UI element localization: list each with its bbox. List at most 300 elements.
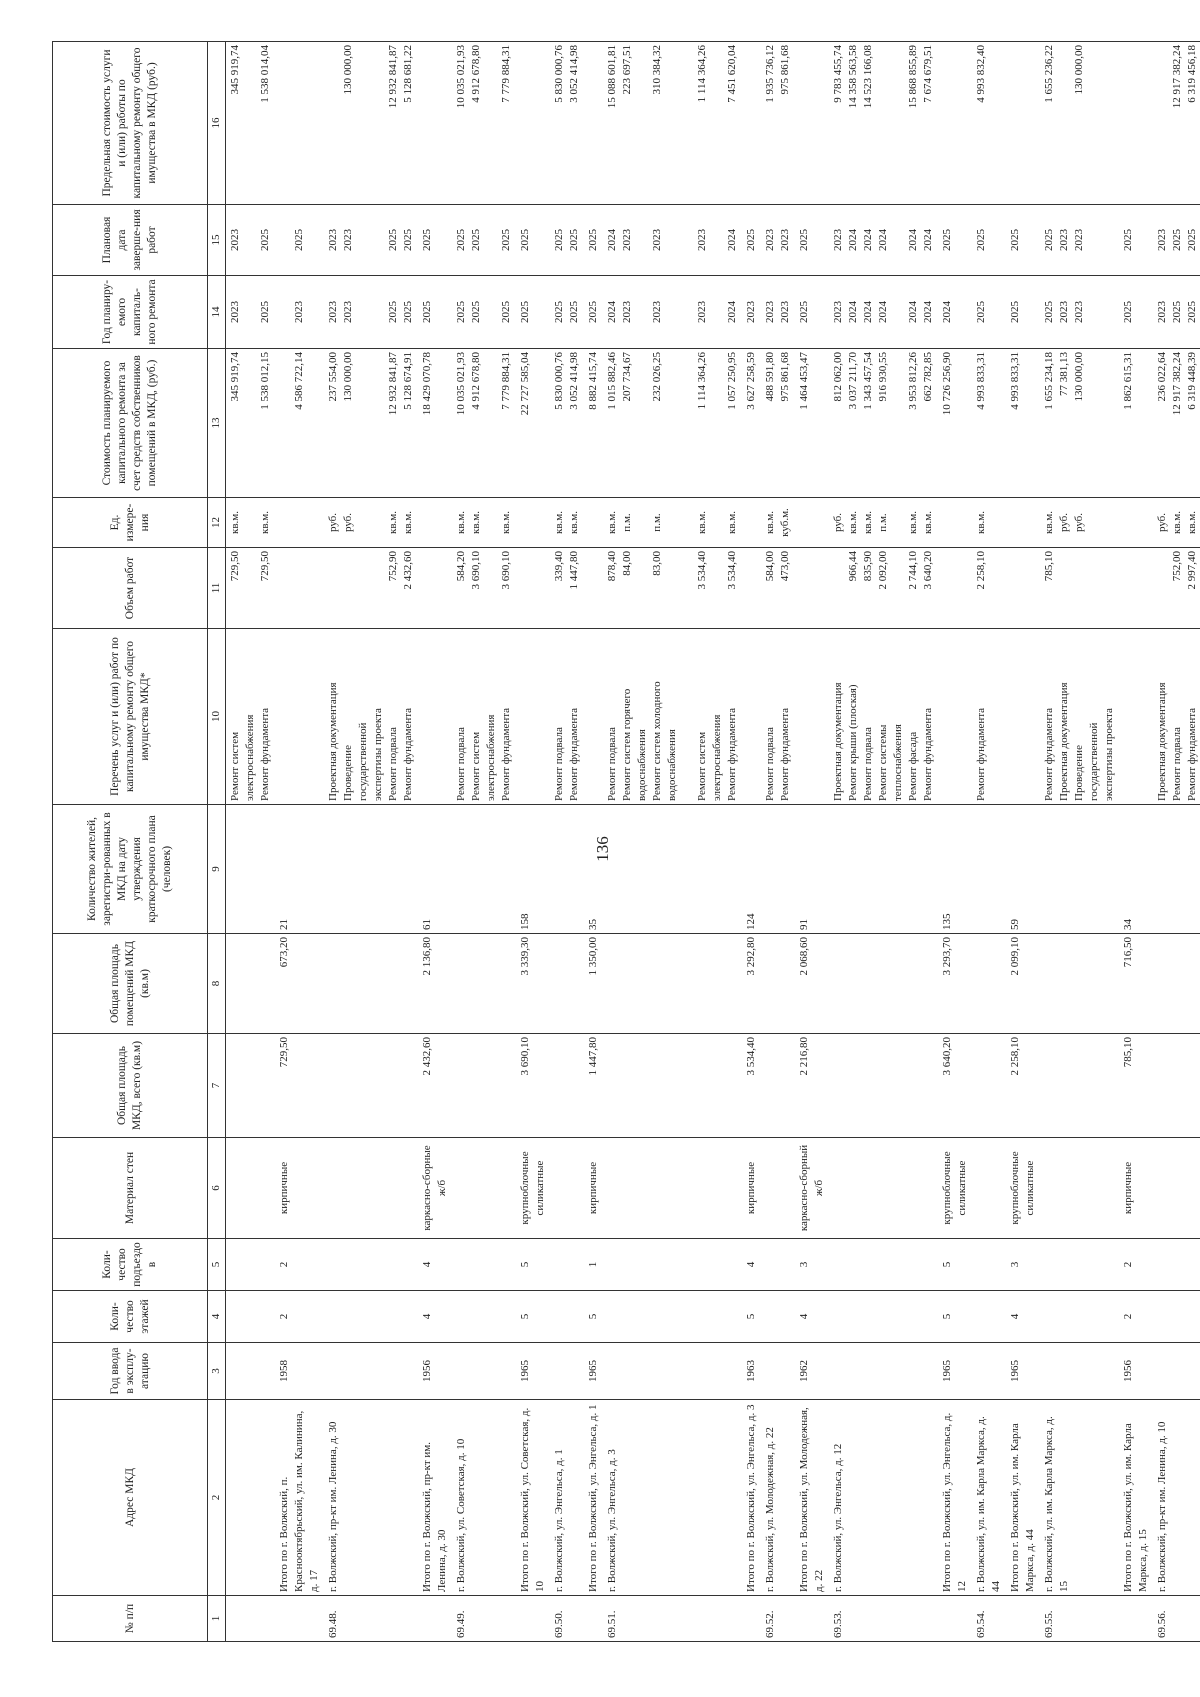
volume-cell (516, 548, 550, 629)
cost-cell-line: 1 057 250,95 (726, 352, 738, 410)
table-row (1153, 42, 1200, 1642)
repair-year-cell-line: 2025 (587, 301, 599, 323)
repair-year-cell-line (710, 279, 725, 345)
works-cell-line: экспертизы проекта (372, 708, 384, 801)
premises-area-cell (550, 934, 584, 1034)
address-cell: г. Волжский, ул. им. Карла Маркса, д. 44 (972, 1400, 1006, 1596)
repair-year-cell (603, 276, 742, 349)
volume-cell-line: 584,20 (455, 551, 467, 582)
limit-cost-cell-line: 12 917 382,24 (1171, 45, 1183, 109)
end-date-cell-line: 2025 (1043, 229, 1055, 251)
limit-cost-cell-line (1102, 45, 1117, 201)
total-row (584, 42, 603, 1642)
volume-cell-line: 2 432,60 (402, 551, 414, 590)
repair-year-cell-line: 2025 (975, 301, 987, 323)
total-area-cell (972, 1034, 1006, 1138)
floors-cell (550, 1291, 584, 1343)
repair-year-cell-line: 2025 (1186, 301, 1198, 323)
total-area-cell: 2 432,60 (418, 1034, 452, 1138)
entrances-cell (829, 1239, 938, 1291)
volume-cell (324, 548, 418, 629)
end-date-cell (761, 205, 795, 276)
cost-cell-line: 1 862 615,31 (1122, 352, 1134, 410)
unit-cell (324, 498, 418, 548)
end-date-cell-line (484, 208, 499, 272)
limit-cost-cell-line: 5 830 000,76 (553, 45, 565, 103)
wall-material-cell (1153, 1138, 1200, 1239)
cost-cell-line: 4 586 722,14 (293, 352, 305, 410)
unit-cell-line: кв.м. (726, 511, 738, 534)
limit-cost-cell (452, 42, 516, 205)
limit-cost-cell (550, 42, 584, 205)
entrances-cell: 4 (742, 1239, 761, 1291)
header-number-2: 2 (208, 1400, 226, 1596)
premises-area-cell (972, 934, 1006, 1034)
header-number-8: 8 (208, 934, 226, 1034)
limit-cost-cell-line: 1 655 236,22 (1043, 45, 1055, 103)
repair-year-cell-line: 2023 (1156, 301, 1168, 323)
volume-cell-line: 752,00 (1171, 551, 1183, 582)
end-date-cell-line: 2024 (907, 229, 919, 251)
limit-cost-cell (584, 42, 603, 205)
repair-year-cell (795, 276, 829, 349)
works-cell (603, 629, 742, 805)
repair-year-cell-line: 2025 (1122, 301, 1134, 323)
end-date-cell-line: 2023 (1156, 229, 1168, 251)
works-cell-line: Проектная документация (327, 682, 339, 801)
unit-cell (584, 498, 603, 548)
end-date-cell-line: 2024 (847, 229, 859, 251)
end-date-cell (550, 205, 584, 276)
address-cell: г. Волжский, пр-кт им. Ленина, д. 10 (1153, 1400, 1200, 1596)
address-cell: г. Волжский, пр-кт им. Ленина, д. 30 (324, 1400, 418, 1596)
repair-year-cell-line: 2024 (862, 301, 874, 323)
wall-material-cell (829, 1138, 938, 1239)
volume-cell-line: 878,40 (606, 551, 618, 582)
repair-year-cell-line: 2025 (470, 301, 482, 323)
works-cell (761, 629, 795, 805)
volume-cell-line (635, 551, 650, 625)
unit-cell-line: кв.м. (1043, 511, 1055, 534)
works-cell-line: Проведение (342, 745, 354, 801)
floors-cell (761, 1291, 795, 1343)
address-cell: г. Волжский, ул. Советская, д. 10 (452, 1400, 516, 1596)
cost-cell-line (277, 352, 292, 494)
limit-cost-cell-line: 4 993 832,40 (975, 45, 987, 103)
floors-cell (603, 1291, 742, 1343)
end-date-cell-line: 2025 (1186, 229, 1198, 251)
repair-year-cell (516, 276, 550, 349)
premises-area-cell (761, 934, 795, 1034)
total-area-cell: 2 258,10 (1006, 1034, 1040, 1138)
repair-year-cell-line: 2023 (229, 301, 241, 323)
unit-cell-line (1087, 501, 1102, 544)
premises-area-cell (1153, 934, 1200, 1034)
address-cell: Итого по г. Волжский, ул. Молодежная, д. 22 (795, 1400, 829, 1596)
residents-cell (226, 805, 276, 934)
cost-cell-line: 237 554,00 (327, 352, 339, 402)
volume-cell-line (665, 551, 680, 625)
year-built-cell (829, 1343, 938, 1400)
unit-cell (829, 498, 938, 548)
volume-cell-line (1087, 551, 1102, 625)
unit-cell (795, 498, 829, 548)
repair-year-cell-line: 2023 (342, 301, 354, 323)
address-cell: Итого по г. Волжский, ул. Советская, д. 10 (516, 1400, 550, 1596)
volume-cell-line (1155, 551, 1170, 625)
cost-cell-line (635, 352, 650, 494)
limit-cost-cell (1153, 42, 1200, 205)
repair-year-cell (742, 276, 761, 349)
table-row (829, 42, 938, 1642)
cost-cell-line (484, 352, 499, 494)
header-number-16: 16 (208, 42, 226, 205)
volume-cell (761, 548, 795, 629)
residents-cell (761, 805, 795, 934)
works-cell-line: Ремонт фундамента (1186, 707, 1198, 801)
limit-cost-cell (972, 42, 1006, 205)
total-area-cell: 2 216,80 (795, 1034, 829, 1138)
end-date-cell (452, 205, 516, 276)
cost-cell-line: 3 627 258,59 (745, 352, 757, 410)
repair-year-cell (584, 276, 603, 349)
entrances-cell: 2 (275, 1239, 324, 1291)
volume-cell-line: 3 640,20 (922, 551, 934, 590)
works-cell-line: Проектная документация (832, 682, 844, 801)
unit-cell (418, 498, 452, 548)
cost-cell-line: 6 319 448,39 (1186, 352, 1198, 410)
total-area-cell (324, 1034, 418, 1138)
row-number (1119, 1596, 1153, 1642)
end-date-cell-line: 2025 (421, 229, 433, 251)
header-col-5: Коли-чество подъездо в (53, 1239, 208, 1291)
header-number-1: 1 (208, 1596, 226, 1642)
premises-area-cell: 2 068,60 (795, 934, 829, 1034)
works-cell-line: Ремонт фундамента (922, 707, 934, 801)
volume-cell-line: 339,40 (553, 551, 565, 582)
total-area-cell (550, 1034, 584, 1138)
unit-cell-line: кв.м. (259, 511, 271, 534)
header-number-7: 7 (208, 1034, 226, 1138)
unit-cell (603, 498, 742, 548)
end-date-cell-line: 2023 (342, 229, 354, 251)
repair-year-cell-line (1102, 279, 1117, 345)
row-number: 69.54. (972, 1596, 1006, 1642)
limit-cost-cell-line: 9 783 455,74 (832, 45, 844, 103)
repair-year-cell (1006, 276, 1040, 349)
year-built-cell: 1965 (1006, 1343, 1040, 1400)
volume-cell (829, 548, 938, 629)
unit-cell-line: кв.м. (696, 511, 708, 534)
works-cell (550, 629, 584, 805)
total-row (795, 42, 829, 1642)
end-date-cell-line (1102, 208, 1117, 272)
end-date-cell-line: 2025 (745, 229, 757, 251)
volume-cell-line (243, 551, 258, 625)
end-date-cell (742, 205, 761, 276)
limit-cost-cell (324, 42, 418, 205)
repair-year-cell-line: 2025 (519, 301, 531, 323)
entrances-cell: 3 (795, 1239, 829, 1291)
address-cell: Итого по г. Волжский, ул. им. Карла Маркса, д. 44 (1006, 1400, 1040, 1596)
volume-cell (418, 548, 452, 629)
repair-year-cell-line: 2024 (941, 301, 953, 323)
header-col-16: Предельная стоимость услуги и (или) работы по капитальному ремонту общего имущества в МКД (руб.) (53, 42, 208, 205)
end-date-cell (1040, 205, 1119, 276)
limit-cost-cell (1119, 42, 1153, 205)
unit-cell-line: кв.м. (553, 511, 565, 534)
unit-cell-line: кв.м. (229, 511, 241, 534)
limit-cost-cell-line (1057, 45, 1072, 201)
volume-cell-line: 2 997,40 (1186, 551, 1198, 590)
cost-cell (603, 349, 742, 498)
repair-year-cell-line (277, 279, 292, 345)
floors-cell (1153, 1291, 1200, 1343)
unit-cell (550, 498, 584, 548)
unit-cell-line: п.м. (651, 513, 663, 532)
header-col-10: Перечень услуг и (или) работ по капитальному ремонту общего имущества МКД* (53, 629, 208, 805)
total-area-cell: 3 534,40 (742, 1034, 761, 1138)
repair-year-cell-line: 2025 (402, 301, 414, 323)
cost-cell-line: 236 022,64 (1156, 352, 1168, 402)
end-date-cell (603, 205, 742, 276)
works-cell-line: государственной (357, 722, 369, 801)
repair-year-cell-line: 2023 (696, 301, 708, 323)
end-date-cell-line: 2023 (832, 229, 844, 251)
header-number-6: 6 (208, 1138, 226, 1239)
cost-cell-line: 975 861,68 (779, 352, 791, 402)
cost-cell-line: 4 993 833,31 (975, 352, 987, 410)
cost-cell (1153, 349, 1200, 498)
works-cell-line: Ремонт подвала (764, 727, 776, 801)
limit-cost-cell (516, 42, 550, 205)
end-date-cell-line: 2023 (696, 229, 708, 251)
entrances-cell (603, 1239, 742, 1291)
volume-cell (1119, 548, 1153, 629)
residents-cell (1040, 805, 1119, 934)
entrances-cell (324, 1239, 418, 1291)
unit-cell-line: руб. (327, 512, 339, 533)
volume-cell (550, 548, 584, 629)
unit-cell (1153, 498, 1200, 548)
cost-cell-line: 812 062,00 (832, 352, 844, 402)
header-number-14: 14 (208, 276, 226, 349)
repair-year-cell (1153, 276, 1200, 349)
repair-year-cell-line: 2025 (1171, 301, 1183, 323)
unit-cell (452, 498, 516, 548)
unit-cell-line (243, 501, 258, 544)
floors-cell: 5 (516, 1291, 550, 1343)
year-built-cell (603, 1343, 742, 1400)
unit-cell (1040, 498, 1119, 548)
volume-cell-line: 2 744,10 (907, 551, 919, 590)
works-cell (275, 629, 324, 805)
works-cell-line: Ремонт систем (229, 731, 241, 801)
repair-year-cell-line: 2024 (606, 301, 618, 323)
total-row (938, 42, 972, 1642)
end-date-cell-line: 2023 (327, 229, 339, 251)
limit-cost-cell-line (680, 45, 695, 201)
wall-material-cell: каркасно-сборный ж/б (795, 1138, 829, 1239)
cost-cell-line: 5 830 000,76 (553, 352, 565, 410)
works-cell-line: Проектная документация (1156, 682, 1168, 801)
premises-area-cell (324, 934, 418, 1034)
header-number-12: 12 (208, 498, 226, 548)
cost-cell-line: 1 015 882,46 (606, 352, 618, 410)
repair-year-cell-line: 2025 (455, 301, 467, 323)
entrances-cell (761, 1239, 795, 1291)
table-row (761, 42, 795, 1642)
works-cell-line: Ремонт систем (470, 731, 482, 801)
works-cell-line (680, 632, 695, 801)
end-date-cell-line (1087, 208, 1102, 272)
repair-year-cell-line: 2025 (553, 301, 565, 323)
table-row (324, 42, 418, 1642)
works-cell (938, 629, 972, 805)
row-number (275, 1596, 324, 1642)
year-built-cell: 1965 (516, 1343, 550, 1400)
repair-year-cell (1040, 276, 1119, 349)
wall-material-cell: кирпичные (742, 1138, 761, 1239)
unit-cell (761, 498, 795, 548)
works-cell-line: электроснабжения (485, 714, 497, 801)
entrances-cell (1153, 1239, 1200, 1291)
works-cell-line: Ремонт фундамента (1043, 707, 1055, 801)
row-number (226, 1596, 276, 1642)
unit-cell-line (635, 501, 650, 544)
entrances-cell: 2 (1119, 1239, 1153, 1291)
end-date-cell (972, 205, 1006, 276)
repair-year-cell (972, 276, 1006, 349)
repair-year-cell-line: 2025 (500, 301, 512, 323)
total-row (1006, 42, 1040, 1642)
year-built-cell (452, 1343, 516, 1400)
unit-cell-line: кв.м. (402, 511, 414, 534)
volume-cell-line: 2 092,00 (877, 551, 889, 590)
limit-cost-cell-line: 3 052 414,98 (568, 45, 580, 103)
header-number-5: 5 (208, 1239, 226, 1291)
cost-cell-line: 5 128 674,91 (402, 352, 414, 410)
cost-cell-line: 345 919,74 (229, 352, 241, 402)
unit-cell-line: кв.м. (975, 511, 987, 534)
repair-year-cell-line: 2025 (798, 301, 810, 323)
cost-cell-line: 18 429 070,78 (421, 352, 433, 416)
unit-cell-line: кв.м. (907, 511, 919, 534)
cost-cell-line: 130 000,00 (342, 352, 354, 402)
volume-cell-line: 3 534,40 (726, 551, 738, 590)
cost-cell (418, 349, 452, 498)
floors-cell: 4 (418, 1291, 452, 1343)
unit-cell-line: руб. (1156, 512, 1168, 533)
wall-material-cell (452, 1138, 516, 1239)
header-col-1: № п/п (53, 1596, 208, 1642)
floors-cell (452, 1291, 516, 1343)
limit-cost-cell-line: 15 088 601,81 (606, 45, 618, 109)
row-number (418, 1596, 452, 1642)
cost-cell-line (243, 352, 258, 494)
row-number (516, 1596, 550, 1642)
residents-cell: 34 (1119, 805, 1153, 934)
total-area-cell: 1 447,80 (584, 1034, 603, 1138)
works-cell (972, 629, 1006, 805)
works-cell (324, 629, 418, 805)
works-cell-line: Ремонт крыши (плоская) (847, 684, 859, 801)
volume-cell-line (484, 551, 499, 625)
total-row (742, 42, 761, 1642)
limit-cost-cell-line: 7 451 620,04 (726, 45, 738, 103)
repair-year-cell (418, 276, 452, 349)
header-col-14: Год планиру-емого капиталь-ного ремонта (53, 276, 208, 349)
cost-cell (829, 349, 938, 498)
header-col-3: Год ввода в эксплу-атацию (53, 1343, 208, 1400)
volume-cell-line (1057, 551, 1072, 625)
year-built-cell (324, 1343, 418, 1400)
volume-cell (452, 548, 516, 629)
row-number: 69.48. (324, 1596, 418, 1642)
volume-cell-line: 473,00 (779, 551, 791, 582)
cost-cell (1040, 349, 1119, 498)
header-number-15: 15 (208, 205, 226, 276)
address-cell: Итого по г. Волжский, пр-кт им. Ленина, д. 30 (418, 1400, 452, 1596)
works-cell (742, 629, 761, 805)
unit-cell (275, 498, 324, 548)
volume-cell-line: 752,90 (387, 551, 399, 582)
limit-cost-cell-line (1087, 45, 1102, 201)
end-date-cell-line: 2023 (764, 229, 776, 251)
repair-year-cell-line: 2024 (922, 301, 934, 323)
wall-material-cell: кирпичные (1119, 1138, 1153, 1239)
limit-cost-cell-line: 345 919,74 (229, 45, 241, 95)
end-date-cell-line: 2025 (470, 229, 482, 251)
address-cell (226, 1400, 276, 1596)
volume-cell-line: 1 447,80 (568, 551, 580, 590)
address-cell: Итого по г. Волжский, ул. им. Карла Маркса, д. 15 (1119, 1400, 1153, 1596)
limit-cost-cell-line (891, 45, 906, 201)
works-cell (516, 629, 550, 805)
row-number (742, 1596, 761, 1642)
year-built-cell: 1965 (938, 1343, 972, 1400)
address-cell: г. Волжский, ул. Энгельса, д. 3 (603, 1400, 742, 1596)
header-col-8: Общая площадь помещений МКД (кв.м) (53, 934, 208, 1034)
total-area-cell (1040, 1034, 1119, 1138)
end-date-cell (418, 205, 452, 276)
cost-cell-line (356, 352, 371, 494)
works-cell (584, 629, 603, 805)
volume-cell-line: 84,00 (621, 551, 633, 576)
works-cell (452, 629, 516, 805)
limit-cost-cell-line (635, 45, 650, 201)
entrances-cell: 3 (1006, 1239, 1040, 1291)
header-number-11: 11 (208, 548, 226, 629)
cost-cell (584, 349, 603, 498)
wall-material-cell (603, 1138, 742, 1239)
limit-cost-cell (938, 42, 972, 205)
repair-year-cell (452, 276, 516, 349)
unit-cell-line: п.м. (621, 513, 633, 532)
unit-cell-line (680, 501, 695, 544)
total-area-cell: 3 690,10 (516, 1034, 550, 1138)
address-cell: г. Волжский, ул. Молодежная, д. 22 (761, 1400, 795, 1596)
limit-cost-cell-line: 12 932 841,87 (387, 45, 399, 109)
limit-cost-cell (1006, 42, 1040, 205)
cost-cell-line: 7 779 884,31 (500, 352, 512, 410)
row-number (938, 1596, 972, 1642)
end-date-cell-line: 2025 (402, 229, 414, 251)
repair-year-cell-line: 2023 (621, 301, 633, 323)
limit-cost-cell (742, 42, 761, 205)
cost-cell-line: 1 464 453,47 (798, 352, 810, 410)
premises-area-cell: 716,50 (1119, 934, 1153, 1034)
